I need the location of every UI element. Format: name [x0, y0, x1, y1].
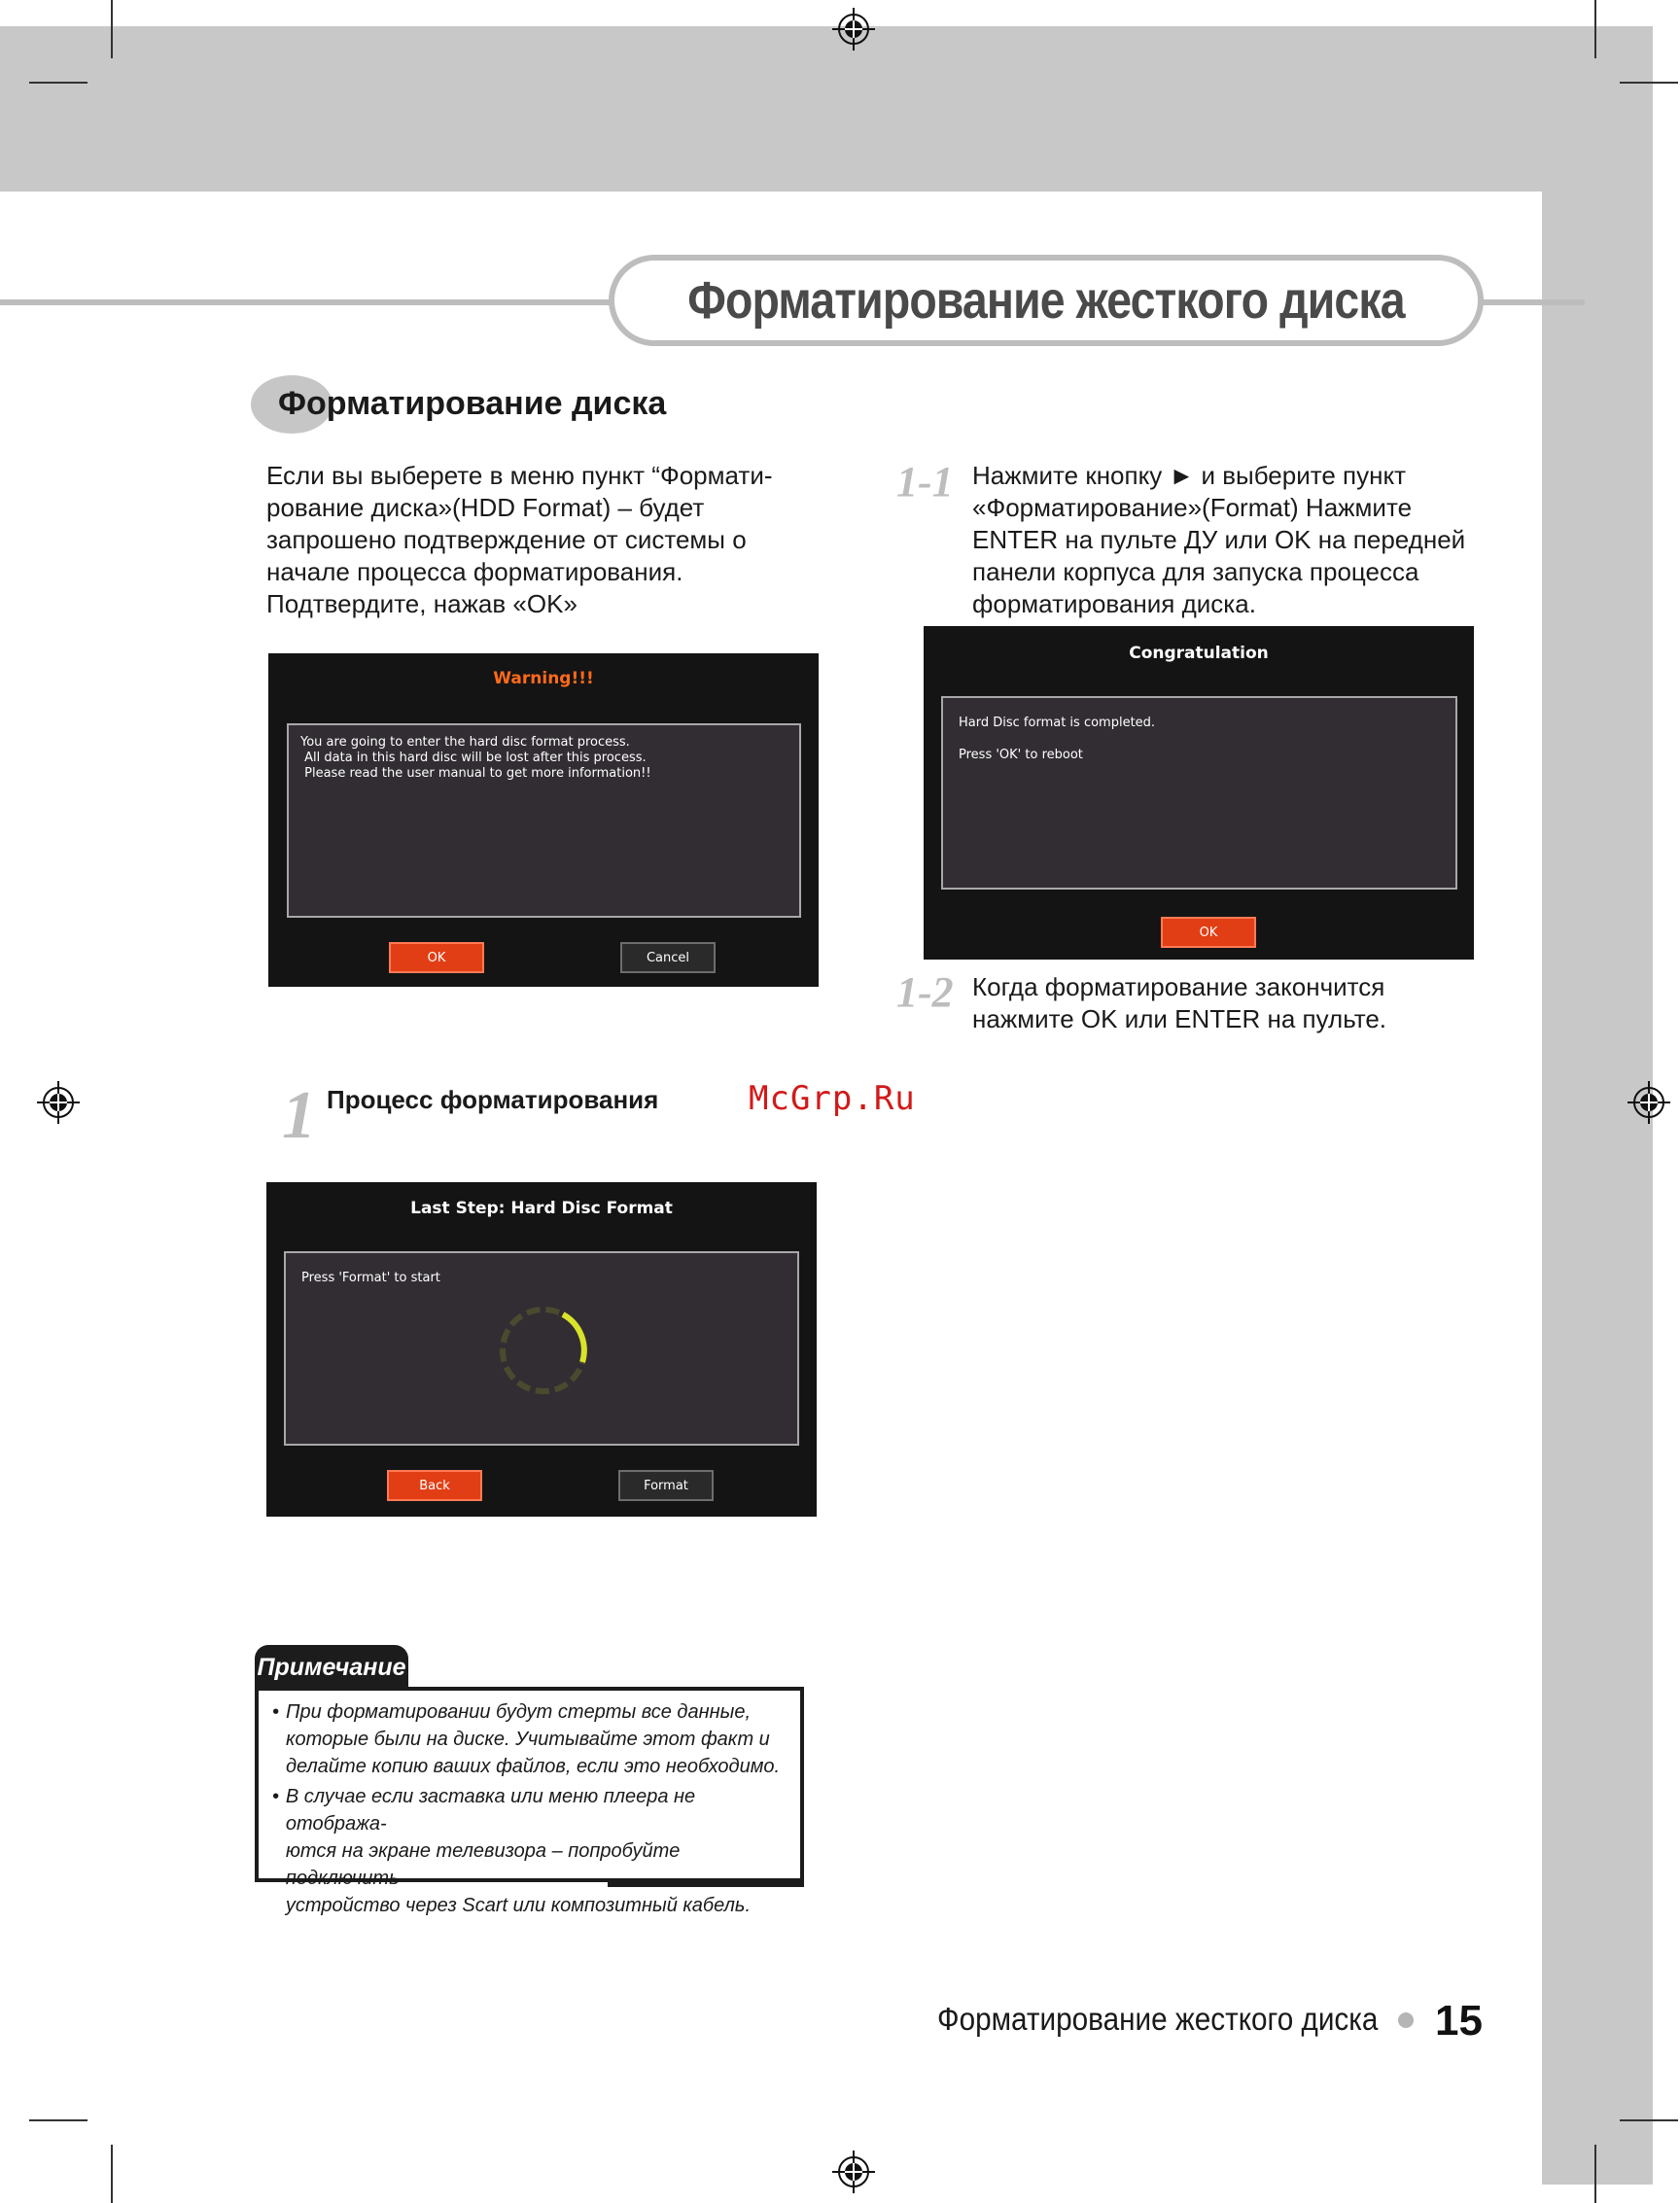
crop-mark — [29, 2119, 88, 2121]
bullet-icon: • — [272, 1786, 280, 1807]
intro-paragraph — [266, 460, 811, 620]
back-button[interactable]: Back — [387, 1470, 482, 1501]
warning-message-box — [287, 723, 801, 918]
congratulation-message-box — [941, 696, 1457, 890]
registration-mark-icon — [1628, 1081, 1670, 1124]
step-number: 1 — [282, 1078, 316, 1153]
note-line: В случае если заставка или меню плеера не отобража- — [285, 1786, 696, 1835]
format-screen — [266, 1182, 817, 1517]
step-number: 1-2 — [896, 968, 954, 1016]
format-message: Press 'Format' to start — [301, 1271, 440, 1285]
warning-screen — [268, 653, 819, 987]
crop-mark — [1620, 82, 1678, 84]
step-1-2-text — [972, 971, 1517, 1035]
registration-mark-icon — [37, 1081, 80, 1124]
cancel-button[interactable]: Cancel — [620, 942, 716, 973]
intro-line: начале процесса форматирования. — [266, 557, 683, 586]
step-line: Когда форматирование закончится — [972, 972, 1385, 1001]
intro-line: Подтвердите, нажав «OK» — [266, 589, 578, 618]
footer-title: Форматирование жесткого диска — [937, 2001, 1379, 2037]
note-list — [272, 1698, 797, 1919]
intro-line: рование диска»(HDD Format) – будет — [266, 493, 705, 522]
note-line: устройство через Scart или композитный кабель. — [285, 1895, 751, 1916]
footer-dot-icon — [1398, 2012, 1414, 2028]
section-title: Форматирование диска — [278, 385, 667, 422]
step-number: 1-1 — [896, 458, 954, 506]
note-line: ются на экране телевизора – попробуйте подключить — [285, 1840, 681, 1889]
format-message-box — [284, 1251, 799, 1446]
step-line: панели корпуса для запуска процесса — [972, 557, 1419, 586]
crop-mark — [1594, 0, 1596, 58]
format-button[interactable]: Format — [618, 1470, 714, 1501]
page-number: 15 — [1435, 1997, 1483, 2045]
top-grey-band — [0, 26, 1653, 192]
crop-mark — [111, 2145, 113, 2203]
congratulation-screen — [924, 626, 1474, 960]
step-line: «Форматирование»(Format) Нажмите — [972, 493, 1413, 522]
crop-mark — [1620, 2119, 1678, 2121]
step-1-1-text — [972, 460, 1517, 620]
congratulation-line-1: Hard Disc format is completed. — [959, 716, 1156, 730]
congratulation-line-2: Press 'OK' to reboot — [959, 748, 1083, 762]
note-item — [272, 1783, 797, 1919]
registration-mark-icon — [832, 8, 875, 51]
loading-spinner-icon — [495, 1302, 592, 1399]
note-title: Примечание — [255, 1645, 408, 1688]
note-item — [272, 1698, 797, 1780]
page-title: Форматирование жесткого диска — [687, 271, 1405, 330]
intro-line: запрошено подтверждение от системы о — [266, 525, 747, 554]
step-line: нажмите OK или ENTER на пульте. — [972, 1004, 1387, 1033]
step-1-title: Процесс форматирования — [327, 1085, 659, 1114]
congratulation-title: Congratulation — [1129, 644, 1269, 663]
registration-mark-icon — [832, 2151, 875, 2193]
warning-message: You are going to enter the hard disc format process. All data in this hard disc will be lost after this process. Please read the user manual to get more information!! — [300, 735, 651, 781]
crop-mark — [111, 0, 113, 58]
step-line: Нажмите кнопку ► и выберите пункт — [972, 461, 1407, 490]
crop-mark — [1594, 2145, 1596, 2203]
step-line: форматирования диска. — [972, 589, 1256, 618]
step-line: ENTER на пульте ДУ или OK на передней — [972, 525, 1466, 554]
ok-button[interactable]: OK — [1161, 917, 1256, 948]
format-title: Last Step: Hard Disc Format — [410, 1199, 673, 1218]
crop-mark — [29, 82, 88, 84]
note-line: которые были на диске. Учитывайте этот факт и — [286, 1729, 770, 1750]
ok-button[interactable]: OK — [389, 942, 484, 973]
note-line: При форматировании будут стерты все данные, — [286, 1701, 752, 1723]
bullet-icon: • — [272, 1701, 280, 1723]
intro-line: Если вы выберете в меню пункт “Формати- — [266, 461, 773, 490]
note-line: делайте копию ваших файлов, если это необходимо. — [286, 1756, 781, 1777]
watermark: McGrp.Ru — [749, 1079, 916, 1118]
warning-title: Warning!!! — [493, 669, 594, 688]
